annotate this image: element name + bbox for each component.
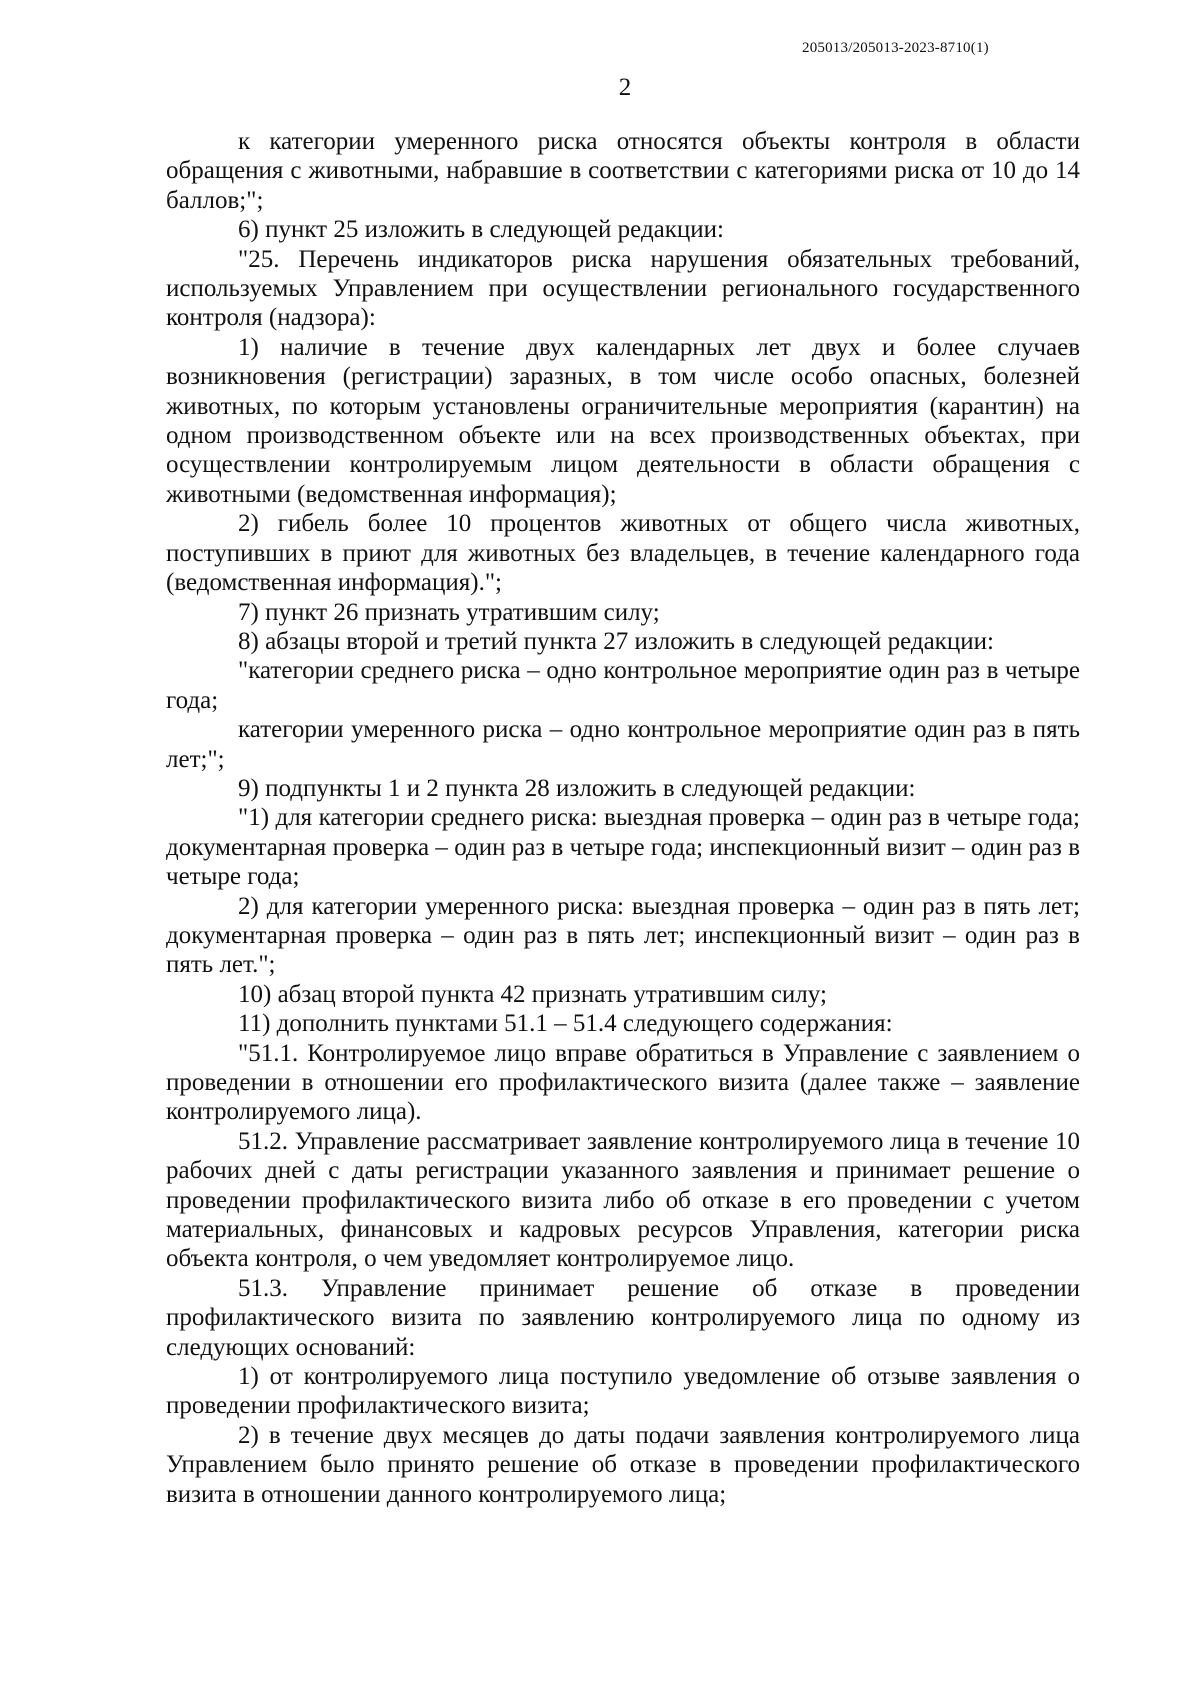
page-number: 2 (618, 74, 632, 101)
paragraph: 1) наличие в течение двух календарных лет двух и более случаев возникновения (регистрации) заразных, в том числе особо опасных, болезней животных, по которым установлены ограничительные мероприятия (карантин) на одном производственном объекте или на всех производственных объектах, при осуществлении контролируемым лицом деятельности в области обращения с животными (ведомственная информация); (166, 333, 1080, 508)
paragraph: 11) дополнить пунктами 51.1 – 51.4 следующего содержания: (238, 1010, 893, 1038)
document-registration-number: 205013/205013-2023-8710(1) (802, 40, 989, 56)
paragraph: "25. Перечень индикаторов риска нарушения обязательных требований, используемых Управлением при осуществлении регионального государственного контроля (надзора): (166, 245, 1080, 332)
paragraph: 51.2. Управление рассматривает заявление контролируемого лица в течение 10 рабочих дней с даты регистрации указанного заявления и принимает решение о проведении профилактического визита либо об отказе в его проведении с учетом материальных, финансовых и кадровых ресурсов Управления, категории риска объекта контроля, о чем уведомляет контролируемое лицо. (166, 1127, 1080, 1273)
paragraph: "51.1. Контролируемое лицо вправе обратиться в Управление с заявлением о проведении в отношении его профилактического визита (далее также – заявление контролируемого лица). (166, 1039, 1080, 1126)
paragraph: 1) от контролируемого лица поступило уведомление об отзыве заявления о проведении профилактического визита; (166, 1363, 1080, 1420)
paragraph: 2) гибель более 10 процентов животных от общего числа животных, поступивших в приют для животных без владельцев, в течение календарного года (ведомственная информация)."; (166, 510, 1080, 597)
paragraph: "категории среднего риска – одно контрольное мероприятие один раз в четыре года; (166, 657, 1080, 714)
paragraph: 10) абзац второй пункта 42 признать утратившим силу; (238, 980, 827, 1008)
paragraph: 9) подпункты 1 и 2 пункта 28 изложить в следующей редакции: (238, 774, 916, 802)
paragraph: 51.3. Управление принимает решение об отказе в проведении профилактического визита по заявлению контролируемого лица по одному из следующих оснований: (166, 1274, 1080, 1361)
paragraph: к категории умеренного риска относятся объекты контроля в области обращения с животными, набравшие в соответствии с категориями риска от 10 до 14 баллов;"; (166, 128, 1080, 214)
paragraph: "1) для категории среднего риска: выездная проверка – один раз в четыре года; документарная проверка – один раз в четыре года; инспекционный визит – один раз в четыре года; (166, 804, 1080, 891)
paragraph: 8) абзацы второй и третий пункта 27 изложить в следующей редакции: (238, 627, 994, 655)
document-body (166, 127, 1080, 1509)
paragraph: 6) пункт 25 изложить в следующей редакции: (238, 216, 724, 244)
paragraph: 2) для категории умеренного риска: выездная проверка – один раз в пять лет; документарная проверка – один раз в пять лет; инспекционный визит – один раз в пять лет."; (166, 892, 1080, 979)
paragraph: 2) в течение двух месяцев до даты подачи заявления контролируемого лица Управлением было принято решение об отказе в проведении профилактического визита в отношении данного контролируемого лица; (166, 1421, 1080, 1508)
paragraph: категории умеренного риска – одно контрольное мероприятие один раз в пять лет;"; (166, 716, 1080, 773)
paragraph: 7) пункт 26 признать утратившим силу; (238, 598, 660, 626)
